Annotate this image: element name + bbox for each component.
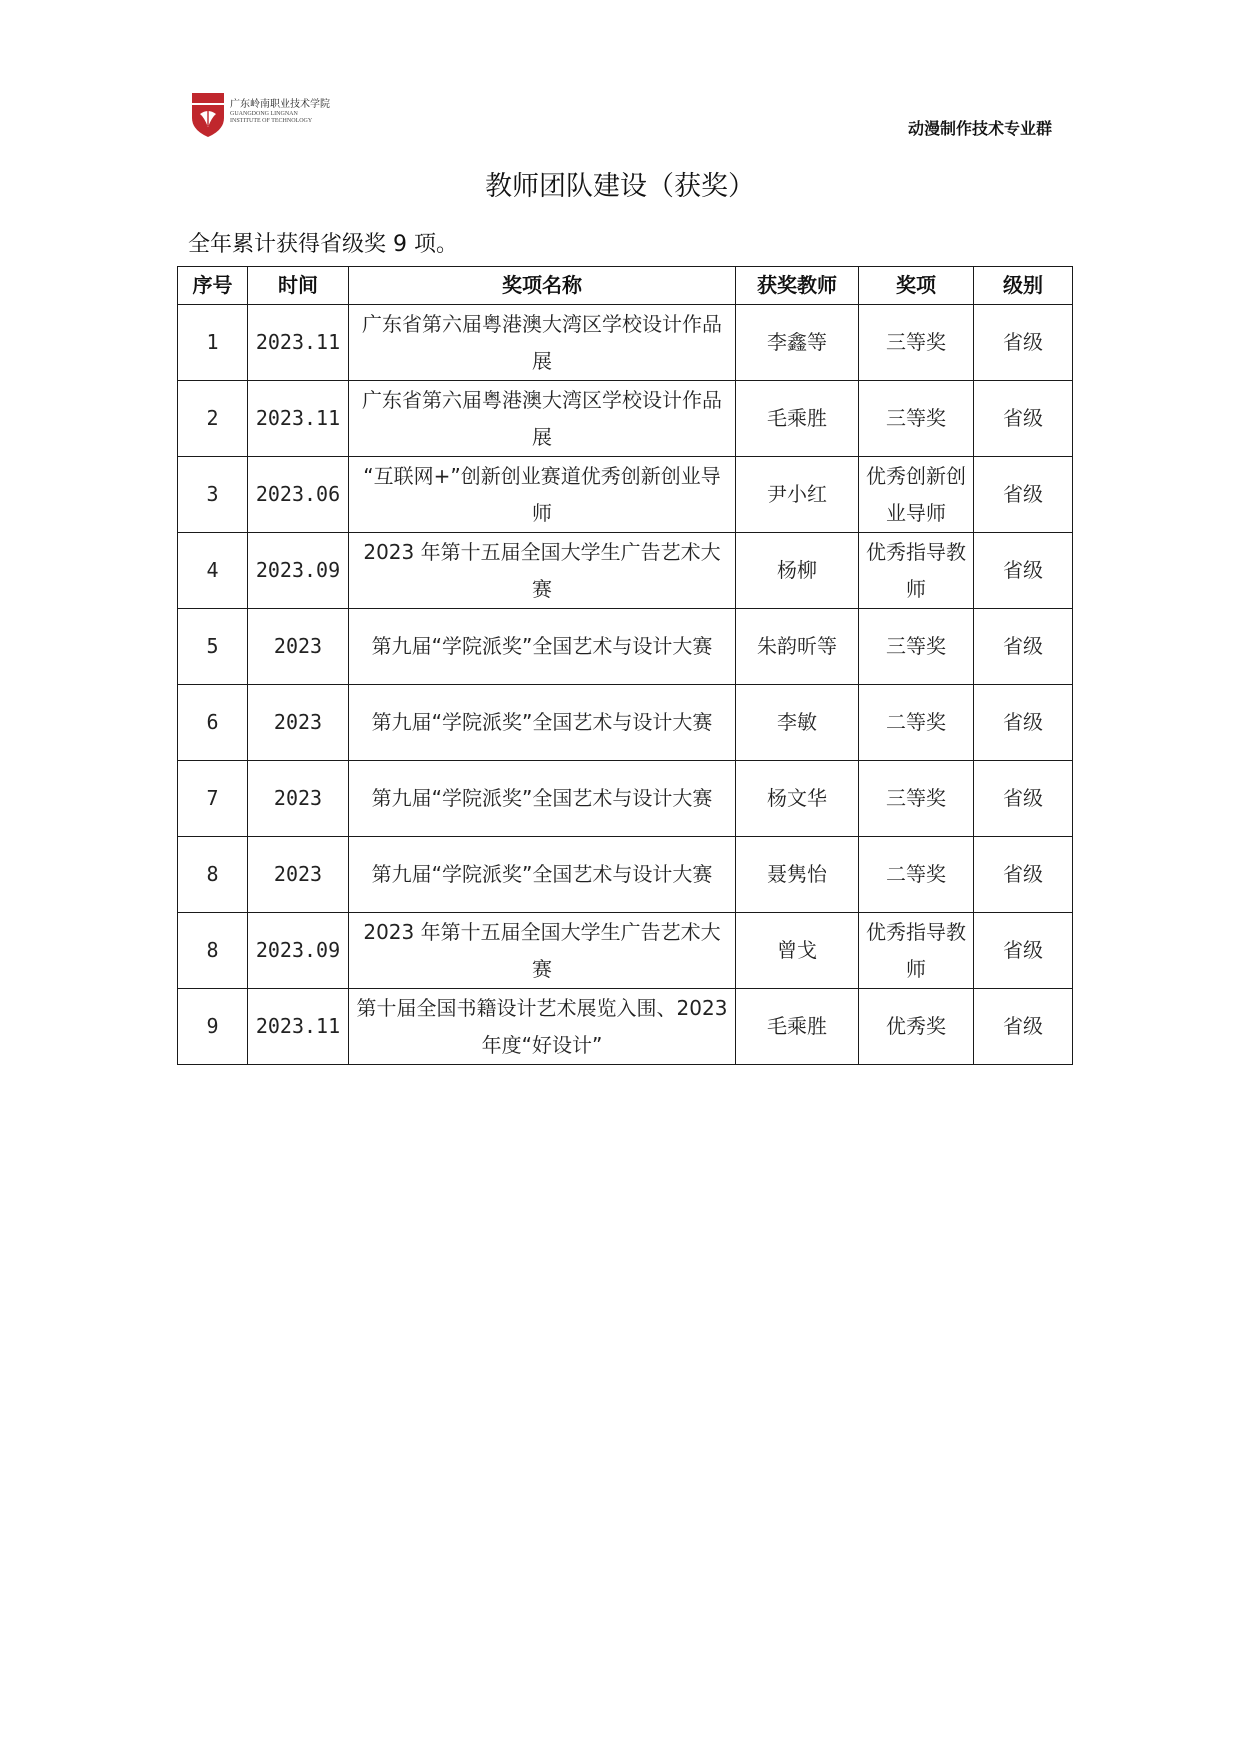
cell-date: 2023.11 [248, 381, 349, 457]
awards-table [177, 266, 1073, 1065]
cell-date: 2023.09 [248, 913, 349, 989]
cell-award-name: 广东省第六届粤港澳大湾区学校设计作品展 [349, 305, 736, 381]
cell-award-name: 第九届“学院派奖”全国艺术与设计大赛 [349, 761, 736, 837]
cell-no: 3 [178, 457, 248, 533]
cell-teacher: 尹小红 [736, 457, 859, 533]
column-header-award: 奖项 [859, 267, 974, 305]
cell-award-name: 2023 年第十五届全国大学生广告艺术大赛 [349, 533, 736, 609]
cell-no: 8 [178, 837, 248, 913]
table-row [178, 533, 1073, 609]
logo-english-name-line1: GUANGDONG LINGNAN [230, 111, 298, 117]
cell-teacher: 毛乘胜 [736, 989, 859, 1065]
cell-level: 省级 [974, 457, 1073, 533]
cell-no: 4 [178, 533, 248, 609]
cell-award: 优秀指导教师 [859, 533, 974, 609]
institute-shield-icon [191, 92, 225, 138]
cell-award-name: “互联网+”创新创业赛道优秀创新创业导师 [349, 457, 736, 533]
cell-date: 2023.06 [248, 457, 349, 533]
table-row [178, 913, 1073, 989]
cell-date: 2023.11 [248, 989, 349, 1065]
cell-teacher: 杨柳 [736, 533, 859, 609]
cell-level: 省级 [974, 837, 1073, 913]
cell-level: 省级 [974, 761, 1073, 837]
cell-award-name: 广东省第六届粤港澳大湾区学校设计作品展 [349, 381, 736, 457]
cell-award-name: 第十届全国书籍设计艺术展览入围、2023 年度“好设计” [349, 989, 736, 1065]
program-group-name: 动漫制作技术专业群 [907, 119, 1052, 138]
cell-date: 2023 [248, 685, 349, 761]
cell-date: 2023 [248, 837, 349, 913]
cell-level: 省级 [974, 989, 1073, 1065]
cell-teacher: 聂隽怡 [736, 837, 859, 913]
logo-english-name-line2: INSTITUTE OF TECHNOLOGY [230, 118, 313, 124]
cell-no: 5 [178, 609, 248, 685]
logo-chinese-name: 广东岭南职业技术学院 [230, 99, 330, 110]
column-header-level: 级别 [974, 267, 1073, 305]
cell-award-name: 第九届“学院派奖”全国艺术与设计大赛 [349, 609, 736, 685]
cell-no: 1 [178, 305, 248, 381]
cell-award: 优秀奖 [859, 989, 974, 1065]
page-title: 教师团队建设（获奖） [485, 171, 755, 202]
table-header-row [178, 267, 1073, 305]
cell-award: 三等奖 [859, 609, 974, 685]
cell-no: 9 [178, 989, 248, 1065]
cell-award: 二等奖 [859, 837, 974, 913]
cell-date: 2023 [248, 609, 349, 685]
cell-award: 优秀指导教师 [859, 913, 974, 989]
cell-date: 2023 [248, 761, 349, 837]
table-row [178, 837, 1073, 913]
cell-award: 二等奖 [859, 685, 974, 761]
cell-teacher: 李鑫等 [736, 305, 859, 381]
cell-no: 6 [178, 685, 248, 761]
table-row [178, 609, 1073, 685]
table-row [178, 685, 1073, 761]
column-header-teacher: 获奖教师 [736, 267, 859, 305]
cell-date: 2023.11 [248, 305, 349, 381]
cell-teacher: 杨文华 [736, 761, 859, 837]
institute-logo [191, 92, 361, 138]
cell-award: 三等奖 [859, 305, 974, 381]
cell-award-name: 第九届“学院派奖”全国艺术与设计大赛 [349, 837, 736, 913]
table-row [178, 457, 1073, 533]
cell-award: 三等奖 [859, 381, 974, 457]
cell-level: 省级 [974, 609, 1073, 685]
table-row [178, 761, 1073, 837]
column-header-award-name: 奖项名称 [349, 267, 736, 305]
cell-date: 2023.09 [248, 533, 349, 609]
cell-teacher: 曾戈 [736, 913, 859, 989]
cell-teacher: 李敏 [736, 685, 859, 761]
cell-award: 三等奖 [859, 761, 974, 837]
cell-level: 省级 [974, 533, 1073, 609]
cell-award: 优秀创新创业导师 [859, 457, 974, 533]
column-header-no: 序号 [178, 267, 248, 305]
cell-level: 省级 [974, 913, 1073, 989]
table-row [178, 989, 1073, 1065]
cell-no: 2 [178, 381, 248, 457]
cell-no: 7 [178, 761, 248, 837]
cell-award-name: 2023 年第十五届全国大学生广告艺术大赛 [349, 913, 736, 989]
cell-award-name: 第九届“学院派奖”全国艺术与设计大赛 [349, 685, 736, 761]
cell-teacher: 朱韵昕等 [736, 609, 859, 685]
cell-no: 8 [178, 913, 248, 989]
table-row [178, 381, 1073, 457]
cell-level: 省级 [974, 381, 1073, 457]
cell-level: 省级 [974, 305, 1073, 381]
cell-teacher: 毛乘胜 [736, 381, 859, 457]
column-header-date: 时间 [248, 267, 349, 305]
cell-level: 省级 [974, 685, 1073, 761]
summary-text: 全年累计获得省级奖 9 项。 [188, 232, 458, 257]
table-row [178, 305, 1073, 381]
